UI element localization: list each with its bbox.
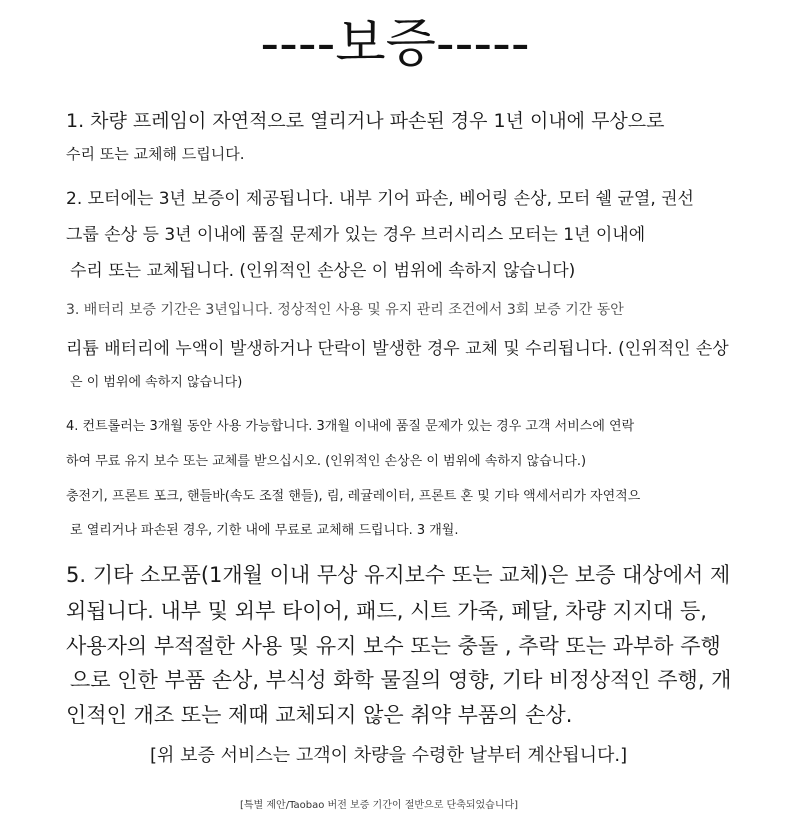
section-5-line-3: 사용자의 부적절한 사용 및 유지 보수 또는 충돌 , 추락 또는 과부하 주행 (66, 634, 721, 658)
warranty-notice: [위 보증 서비스는 고객이 차량을 수령한 날부터 계산됩니다.] (150, 745, 628, 766)
section-5-line-1: 5. 기타 소모품(1개월 이내 무상 유지보수 또는 교체)은 보증 대상에서 제 (66, 563, 731, 587)
section-2-line-3: 수리 또는 교체됩니다. (인위적인 손상은 이 범위에 속하지 않습니다) (70, 261, 576, 281)
section-2-line-1: 2. 모터에는 3년 보증이 제공됩니다. 내부 기어 파손, 베어링 손상, 모터 쉘 균열, 권선 (66, 189, 694, 209)
section-3-line-1: 3. 배터리 보증 기간은 3년입니다. 정상적인 사용 및 유지 관리 조건에서 3회 보증 기간 동안 (66, 302, 624, 318)
footnote: [특별 제안/Taobao 버전 보증 기간이 절반으로 단축되었습니다] (240, 800, 519, 811)
page-title: ----보증----- (260, 14, 530, 74)
section-1-line-2: 수리 또는 교체해 드립니다. (66, 145, 245, 163)
section-2-line-2: 그룹 손상 등 3년 이내에 품질 문제가 있는 경우 브러시리스 모터는 1년 이내에 (66, 225, 646, 245)
section-1-line-1: 1. 차량 프레임이 자연적으로 열리거나 파손된 경우 1년 이내에 무상으로 (66, 110, 665, 132)
section-5-line-2: 외됩니다. 내부 및 외부 타이어, 패드, 시트 가죽, 페달, 차량 지지대 등, (66, 599, 707, 623)
section-4-line-1: 4. 컨트롤러는 3개월 동안 사용 가능합니다. 3개월 이내에 품질 문제가 있는 경우 고객 서비스에 연락 (66, 419, 635, 434)
section-3-line-3: 은 이 범위에 속하지 않습니다) (70, 375, 243, 390)
section-4-line-2: 하여 무료 유지 보수 또는 교체를 받으십시오. (인위적인 손상은 이 범위에 속하지 않습니다.) (66, 454, 587, 469)
section-5-line-5: 인적인 개조 또는 제때 교체되지 않은 취약 부품의 손상. (66, 703, 573, 727)
section-4-line-3: 충전기, 프론트 포크, 핸들바(속도 조절 핸들), 림, 레귤레이터, 프론트 혼 및 기타 액세서리가 자연적으 (66, 489, 641, 504)
section-5-line-4: 으로 인한 부품 손상, 부식성 화학 물질의 영향, 기타 비정상적인 주행, 개 (70, 668, 732, 692)
section-3-line-2: 리튬 배터리에 누액이 발생하거나 단락이 발생한 경우 교체 및 수리됩니다. (인위적인 손상 (66, 339, 729, 359)
section-4-line-4: 로 열리거나 파손된 경우, 기한 내에 무료로 교체해 드립니다. 3 개월. (70, 523, 459, 538)
